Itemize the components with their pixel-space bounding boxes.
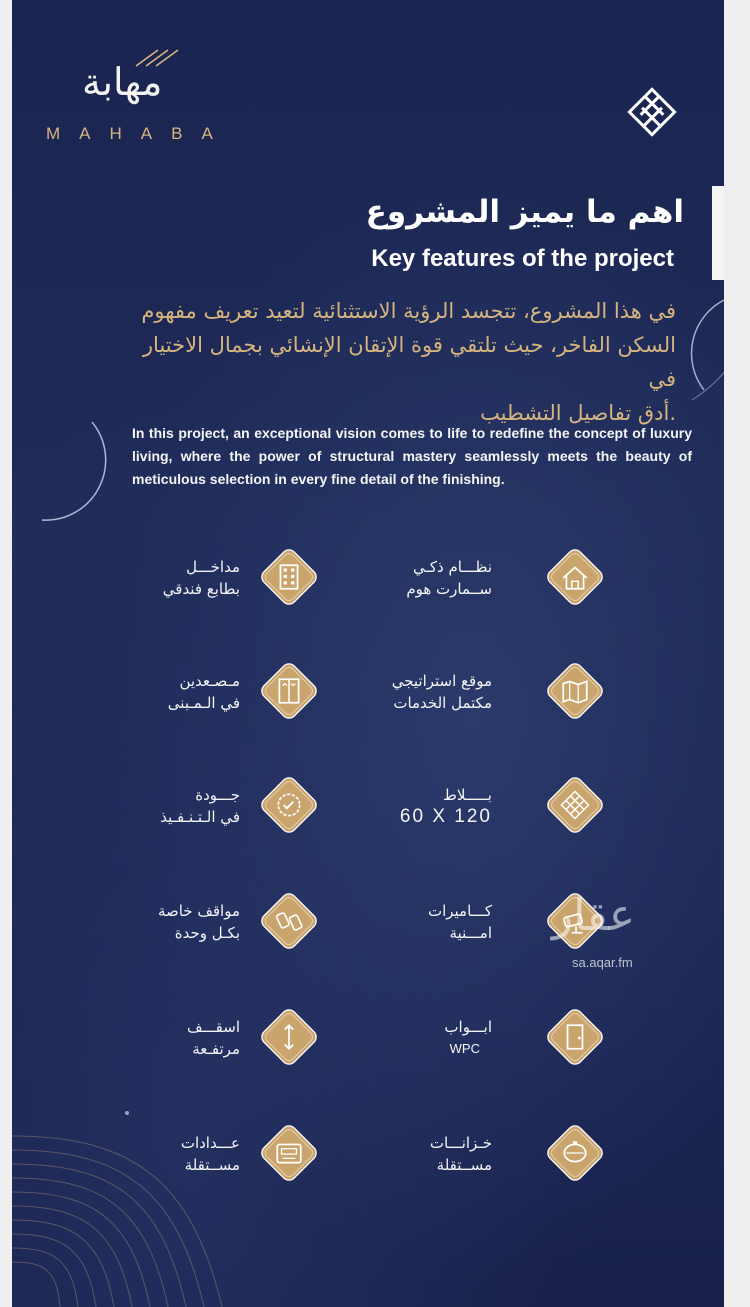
description-english: In this project, an exceptional vision comes to life to redefine the concept of luxury living, where the power of structural mastery seamlessly meets the beauty of meticulous selection in every fine detail of the finishing.	[132, 425, 692, 487]
building-icon	[258, 546, 320, 608]
feature-subtitle: مرتفـعة	[192, 1040, 240, 1058]
feature-title: مداخـــل	[186, 558, 240, 576]
feature-item	[374, 1016, 492, 1060]
map-location-icon	[544, 660, 606, 722]
feature-subtitle: مســتقلة	[436, 1156, 492, 1174]
feature-subtitle: مســتقلة	[184, 1156, 240, 1174]
description-arabic-line: .أدق تفاصيل التشطيب	[480, 401, 676, 425]
feature-item	[374, 1132, 492, 1176]
feature-subtitle: مكتمل الخدمات	[393, 694, 492, 712]
quality-badge-icon	[258, 774, 320, 836]
feature-item	[122, 1132, 240, 1176]
ceiling-height-icon	[258, 1006, 320, 1068]
page-margin-left	[0, 0, 12, 1307]
feature-item	[374, 784, 492, 828]
feature-item	[122, 670, 240, 714]
brand-logo-english: MAHABA	[46, 124, 232, 143]
feature-item	[374, 900, 492, 944]
feature-subtitle: WPC	[449, 1041, 480, 1056]
feature-subtitle: 60 X 120	[399, 806, 492, 827]
feature-poster	[12, 0, 724, 1307]
feature-title: عـــدادات	[180, 1134, 240, 1152]
feature-item	[374, 556, 492, 600]
feature-subtitle: بطابع فندقي	[162, 580, 240, 598]
feature-title: موقع استراتيجي	[391, 672, 492, 690]
feature-item	[122, 900, 240, 944]
feature-item	[122, 784, 240, 828]
description-arabic-line: في هذا المشروع، تتجسد الرؤية الاستثنائية لتعيد تعريف مفهوم	[141, 299, 676, 323]
feature-subtitle: امـــنية	[449, 924, 492, 942]
feature-title: ابـــواب	[444, 1018, 492, 1036]
feature-item	[122, 556, 240, 600]
feature-subtitle: في الـمـبنى	[167, 694, 240, 712]
feature-subtitle: ســمارت هوم	[406, 580, 492, 598]
feature-subtitle: في الـتـنـفـيذ	[160, 808, 240, 826]
meter-icon	[258, 1122, 320, 1184]
section-title-english: Key features of the project	[371, 245, 674, 272]
title-accent-bar	[712, 186, 724, 280]
page-margin-right	[724, 0, 750, 1307]
brand-logo-arabic: مهابة	[82, 60, 163, 104]
watermark-logo: عقار	[552, 890, 636, 941]
description-arabic-line: السكن الفاخر، حيث تلتقي قوة الإتقان الإنشائي بجمال الاختيار في	[142, 333, 676, 391]
water-tank-icon	[544, 1122, 606, 1184]
feature-item	[374, 670, 492, 714]
door-icon	[544, 1006, 606, 1068]
feature-title: كـــاميرات	[427, 902, 492, 920]
tiles-icon	[544, 774, 606, 836]
section-title-arabic: اهم ما يميز المشروع	[365, 194, 684, 230]
parking-cars-icon	[258, 890, 320, 952]
elevator-icon	[258, 660, 320, 722]
smart-home-icon	[544, 546, 606, 608]
description-arabic	[116, 294, 676, 430]
watermark-url: sa.aqar.fm	[572, 955, 633, 970]
feature-item	[122, 1016, 240, 1060]
developer-seal-icon	[622, 82, 682, 142]
feature-subtitle: بكـل وحدة	[174, 924, 240, 942]
feature-title: مواقف خاصة	[157, 902, 240, 920]
feature-title: بـــــلاط	[443, 786, 492, 804]
feature-title: نظـــام ذكـي	[412, 558, 492, 576]
feature-title: جـــودة	[195, 786, 240, 804]
feature-title: مـصـعدين	[179, 672, 240, 690]
feature-title: خـزانـــات	[429, 1134, 492, 1152]
feature-title: اسقـــف	[186, 1018, 240, 1036]
